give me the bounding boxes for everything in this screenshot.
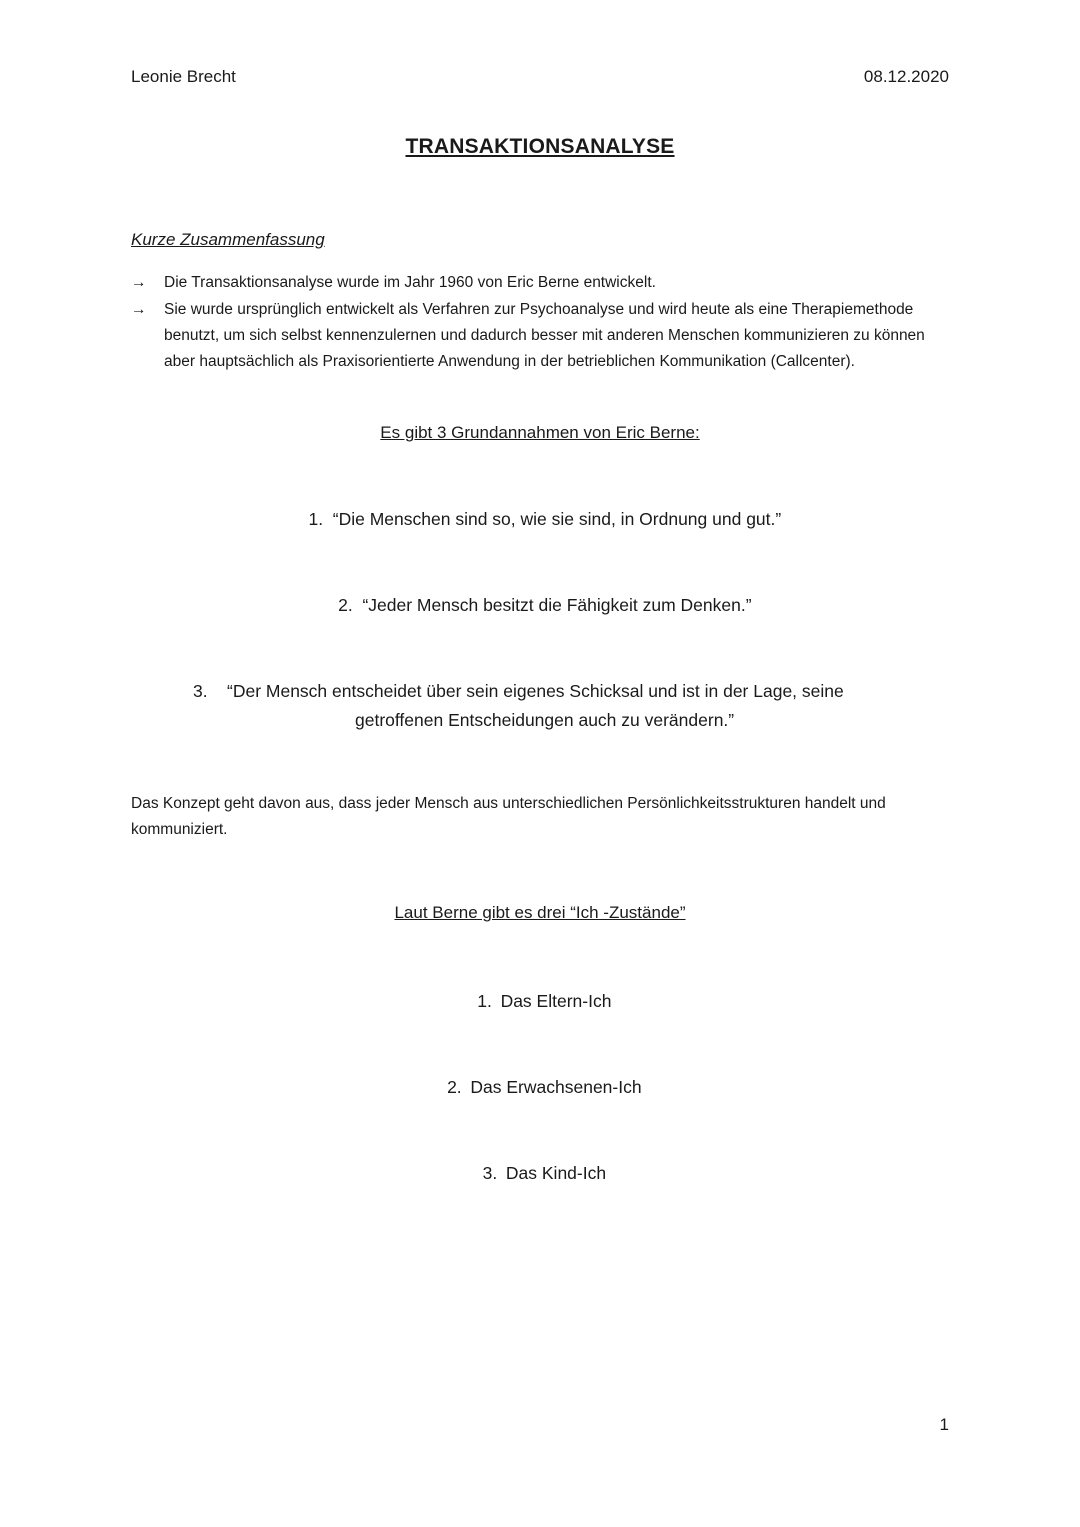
ego-state-text: Das Kind-Ich	[505, 1163, 607, 1183]
ego-state-text: Das Erwachsenen-Ich	[470, 1077, 642, 1097]
arrow-right-icon: →	[131, 301, 147, 318]
header-date: 08.12.2020	[863, 67, 949, 86]
assumption-text-continued: getroffenen Entscheidungen auch zu verändern.”	[355, 710, 735, 730]
ego-states-heading: Laut Berne gibt es drei “Ich -Zustände”	[394, 903, 686, 922]
bullet-text: Die Transaktionsanalyse wurde im Jahr 1960 von Eric Berne entwickelt.	[164, 274, 656, 291]
arrow-right-icon: →	[131, 274, 147, 291]
assumption-item	[0, 505, 1080, 534]
concept-paragraph: Das Konzept geht davon aus, dass jeder Mensch aus unterschiedlichen Persönlichkeitsstrukturen handelt und kommuniziert.	[131, 795, 886, 838]
page-title: TRANSAKTIONSANALYSE	[405, 135, 675, 158]
bullet-text: Sie wurde ursprünglich entwickelt als Verfahren zur Psychoanalyse und wird heute als eine Therapiemethode benutzt, um sich selbst kennenzulernen und dadurch besser mit anderen Menschen kommunizieren zu können aber hauptsächlich als Praxisorientierte Anwendung in der betrieblichen Kommunikation (Callcenter).	[164, 301, 925, 370]
assumption-item	[0, 591, 1080, 620]
ego-state-text: Das Eltern-Ich	[500, 991, 612, 1011]
ego-state-item	[0, 988, 1080, 1014]
list-number: 3.	[482, 1163, 498, 1183]
summary-heading: Kurze Zusammenfassung	[131, 230, 325, 249]
assumption-text: “Jeder Mensch besitzt die Fähigkeit zum Denken.”	[362, 595, 752, 615]
list-number: 3.	[193, 681, 208, 701]
page-number: 1	[939, 1415, 949, 1434]
ego-state-item	[0, 1074, 1080, 1100]
header-author: Leonie Brecht	[131, 67, 236, 86]
assumptions-heading: Es gibt 3 Grundannahmen von Eric Berne:	[380, 423, 700, 442]
summary-bullet	[131, 270, 951, 296]
list-number: 2.	[338, 595, 353, 615]
list-number: 2.	[447, 1077, 462, 1097]
assumption-item	[193, 677, 953, 735]
list-number: 1.	[477, 991, 492, 1011]
list-number: 1.	[308, 509, 324, 529]
assumption-text: “Der Mensch entscheidet über sein eigenes Schicksal und ist in der Lage, seine	[227, 681, 844, 701]
ego-state-item	[0, 1160, 1080, 1186]
assumption-text: “Die Menschen sind so, wie sie sind, in Ordnung und gut.”	[332, 509, 782, 529]
summary-bullet	[131, 297, 951, 375]
